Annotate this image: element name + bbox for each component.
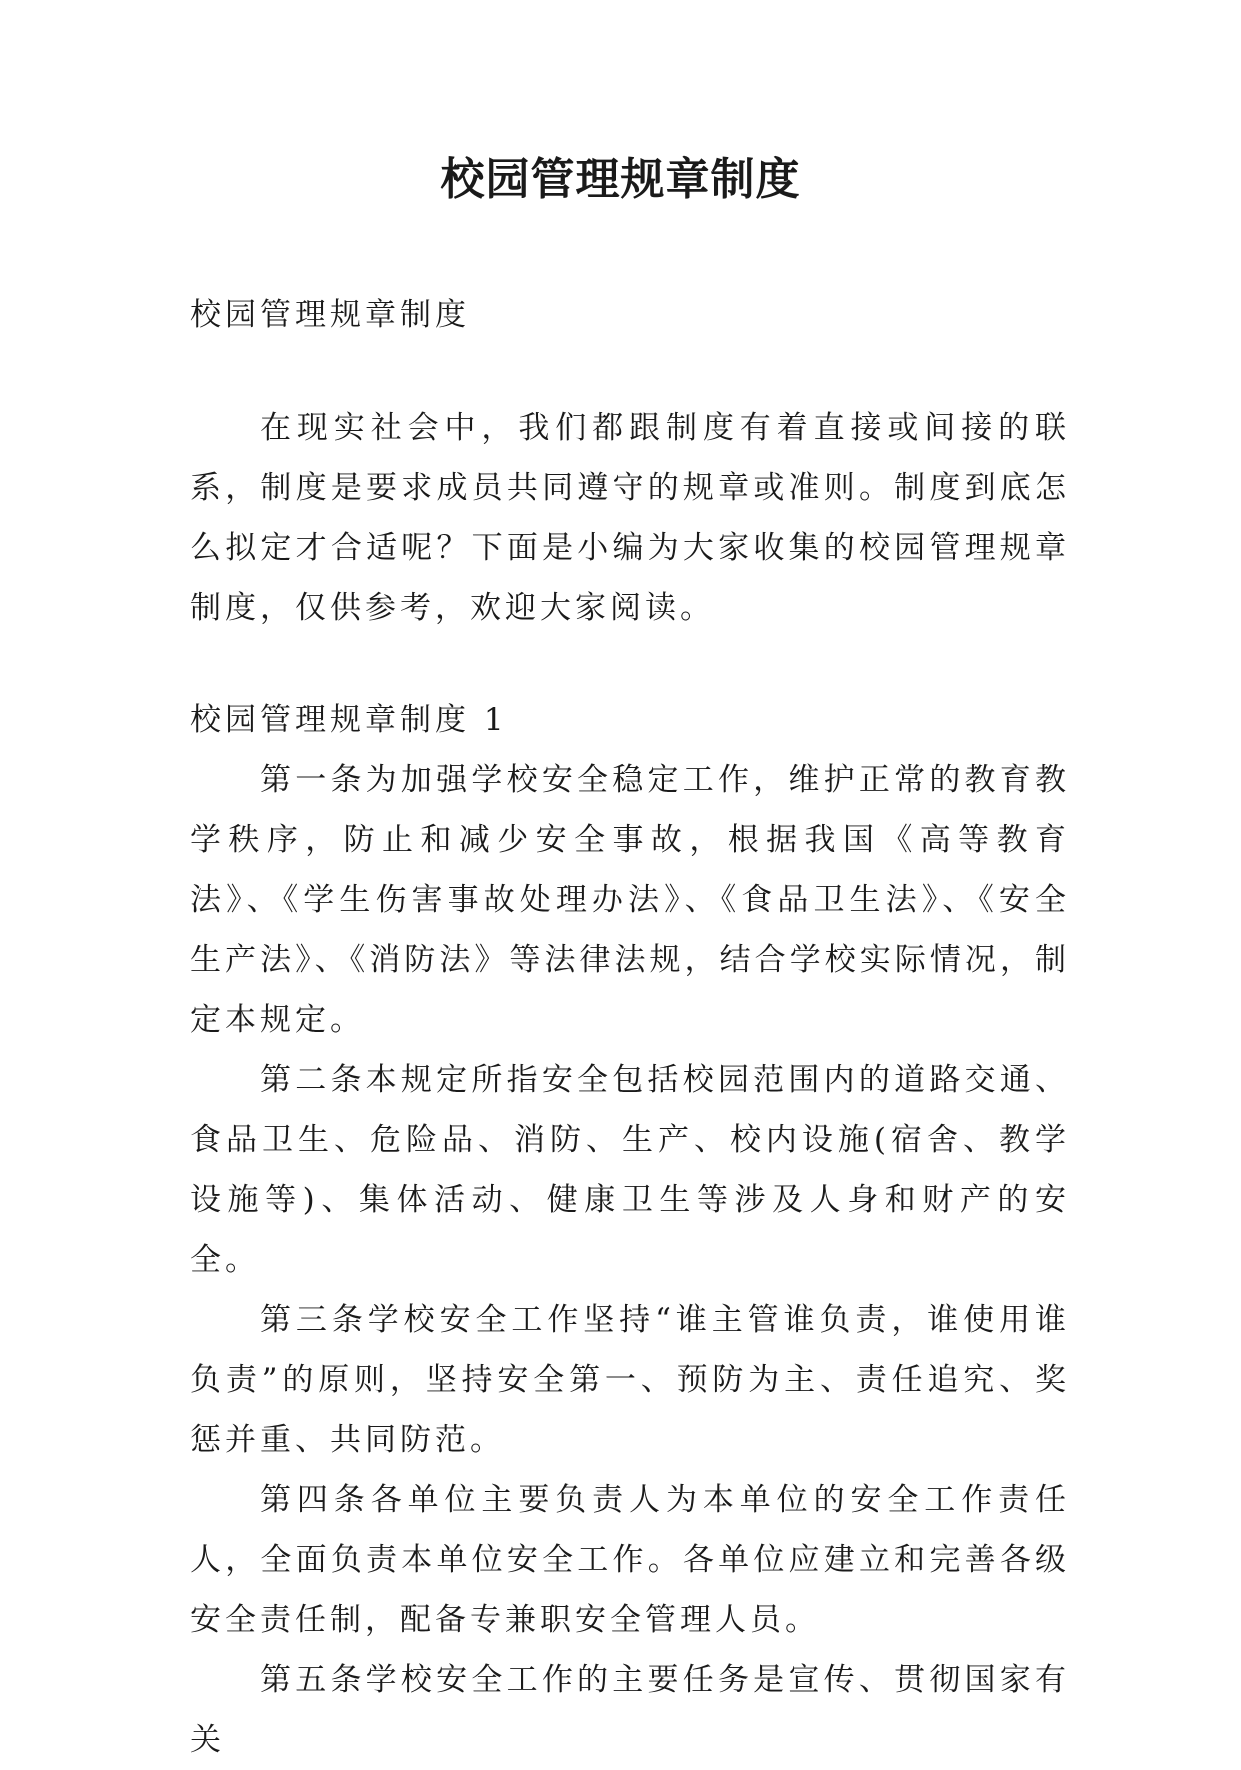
article-2-paragraph: 第二条本规定所指安全包括校园范围内的道路交通、食品卫生、危险品、消防、生产、校内设施(宿舍、教学设施等)、集体活动、健康卫生等涉及人身和财产的安全。 [190,1062,1070,1278]
section-heading: 校园管理规章制度 1 [190,702,508,738]
article-5-paragraph: 第五条学校安全工作的主要任务是宣传、贯彻国家有关 [190,1662,1070,1758]
document-subtitle: 校园管理规章制度 [190,297,470,333]
article-1-paragraph: 第一条为加强学校安全稳定工作，维护正常的教育教学秩序，防止和减少安全事故，根据我国《高等教育法》、《学生伤害事故处理办法》、《食品卫生法》、《安全生产法》、《消防法》等法律法规，结合学校实际情况，制定本规定。 [190,762,1070,1038]
intro-paragraph: 在现实社会中，我们都跟制度有着直接或间接的联系，制度是要求成员共同遵守的规章或准则。制度到底怎么拟定才合适呢？下面是小编为大家收集的校园管理规章制度，仅供参考，欢迎大家阅读。 [190,410,1070,626]
article-3-paragraph: 第三条学校安全工作坚持“谁主管谁负责，谁使用谁负责”的原则，坚持安全第一、预防为主、责任追究、奖惩并重、共同防范。 [190,1302,1070,1458]
article-4-paragraph: 第四条各单位主要负责人为本单位的安全工作责任人，全面负责本单位安全工作。各单位应建立和完善各级安全责任制，配备专兼职安全管理人员。 [190,1482,1070,1638]
document-title: 校园管理规章制度 [440,154,801,205]
document-body [190,285,1070,1770]
